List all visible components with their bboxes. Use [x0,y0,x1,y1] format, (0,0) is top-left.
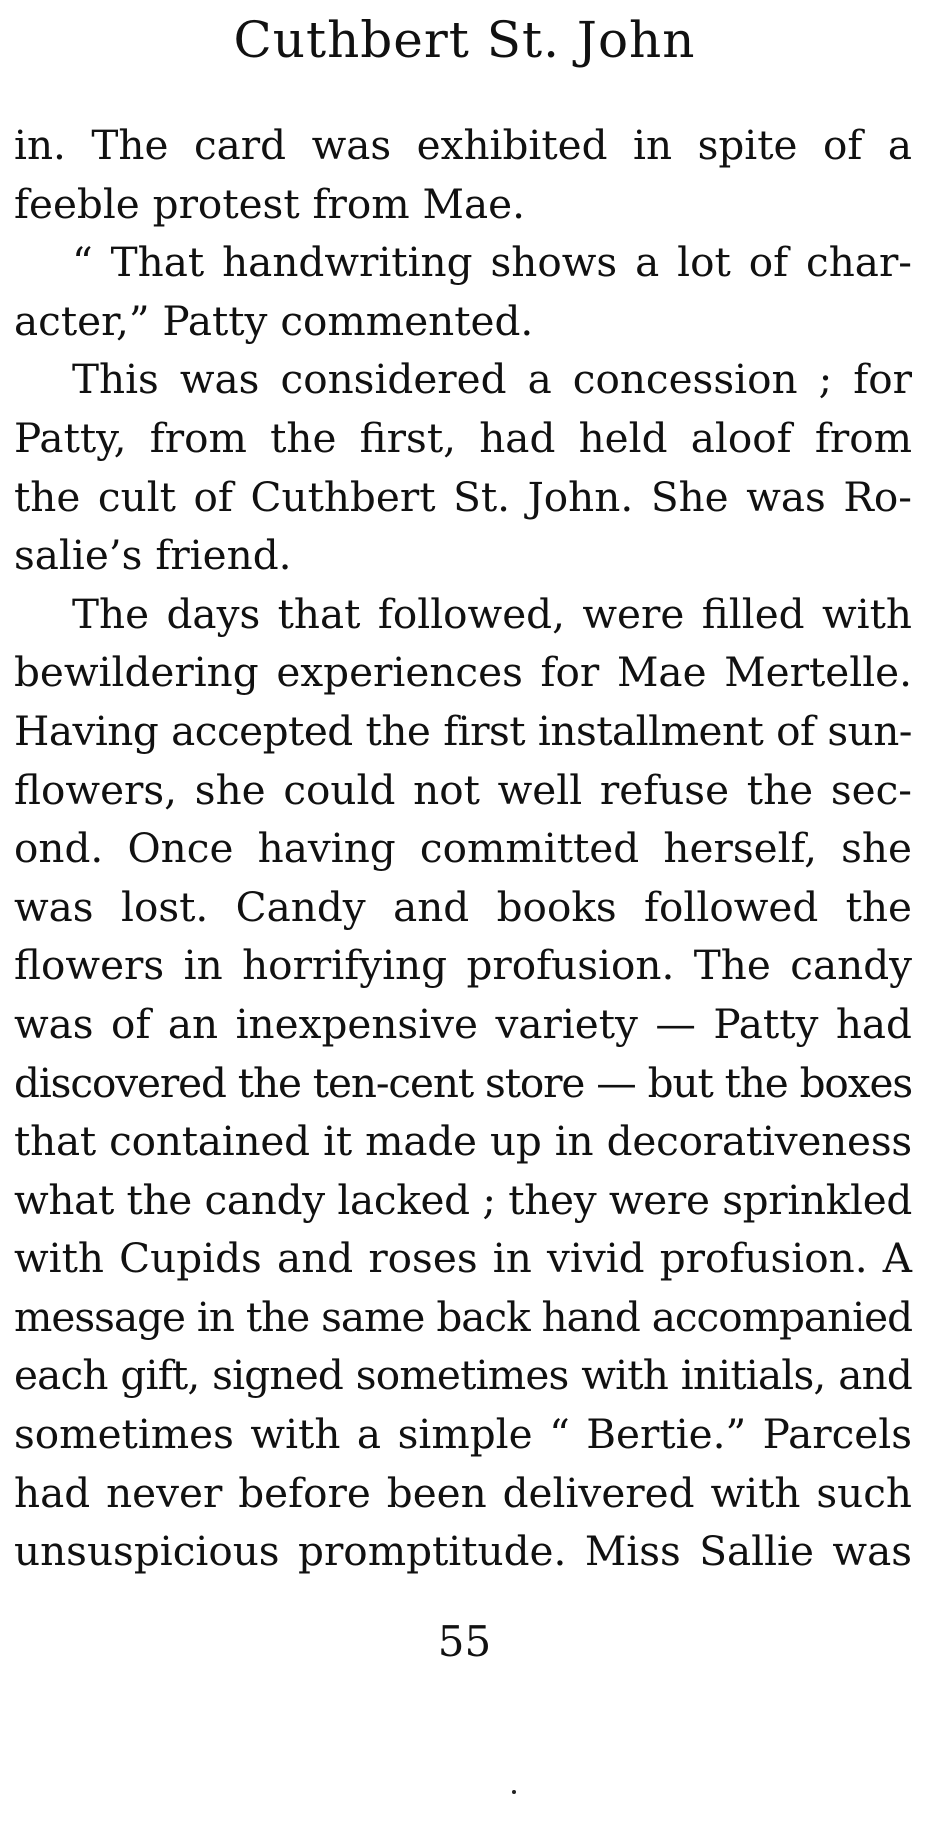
text-line: sometimes with a simple “ Bertie.” Parcels [14,1410,912,1459]
ink-speck [512,1790,516,1794]
text-line: message in the same back hand accompanied [14,1292,912,1341]
text-line: what the candy lacked ; they were sprinkled [14,1175,912,1224]
text-line: Having accepted the first installment of sun- [14,706,912,755]
text-line: unsuspicious promptitude. Miss Sallie was [14,1527,912,1576]
text-line: flowers in horrifying profusion. The candy [14,941,912,990]
body-text [14,116,912,1581]
text-line: had never before been delivered with such [14,1468,912,1517]
text-line: “ That handwriting shows a lot of char- [72,238,912,287]
text-line: The days that followed, were filled with [72,589,912,638]
text-line: bewildering experiences for Mae Mertelle. [14,648,912,697]
text-line: flowers, she could not well refuse the sec- [14,765,912,814]
text-line: feeble protest from Mae. [14,179,525,228]
text-line: with Cupids and roses in vivid profusion. A [14,1234,912,1283]
text-line: the cult of Cuthbert St. John. She was Ro- [14,472,912,521]
text-line: was of an inexpensive variety — Patty had [14,999,912,1048]
text-line: Patty, from the first, had held aloof from [14,413,912,462]
text-line: was lost. Candy and books followed the [14,882,912,931]
text-line: acter,” Patty commented. [14,296,534,345]
text-line: discovered the ten-cent store — but the boxes [14,1058,912,1107]
text-line: in. The card was exhibited in spite of a [14,121,912,169]
text-line: This was considered a concession ; for [72,355,912,404]
text-line: each gift, signed sometimes with initials, and [14,1351,912,1400]
page-number: 55 [437,1617,492,1666]
text-line: that contained it made up in decorativeness [14,1117,912,1166]
text-line: salie’s friend. [14,531,292,580]
running-head-title: Cuthbert St. John [233,11,696,69]
text-line: ond. Once having committed herself, she [14,824,912,873]
